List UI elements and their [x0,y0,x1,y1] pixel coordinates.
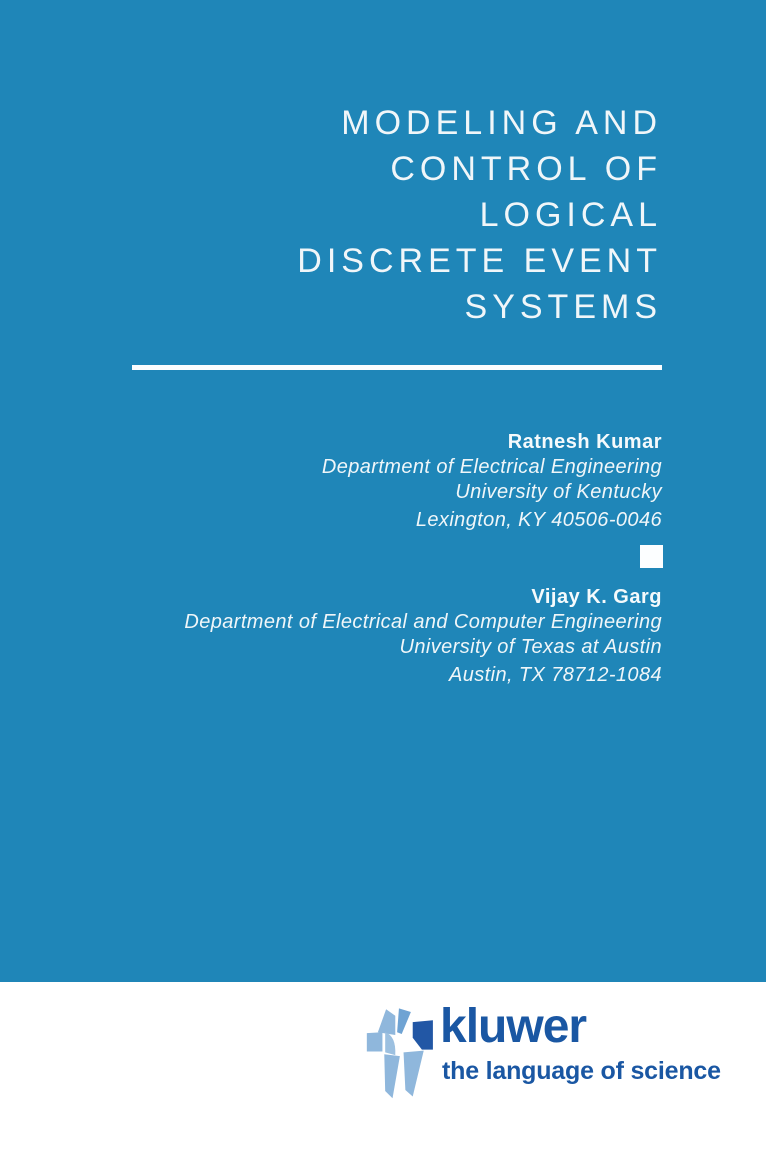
title-line: SYSTEMS [464,288,662,326]
authors-separator-square [640,545,663,568]
title-line: LOGICAL [479,196,662,234]
author-name: Vijay K. Garg [531,586,662,608]
author-location: Austin, TX 78712-1084 [449,664,662,686]
title-rule [132,365,662,370]
book-title [297,100,662,330]
publisher-tagline: the language of science [442,1057,721,1085]
author-affiliation-line: University of Texas at Austin [399,636,662,658]
publisher-logo [365,1000,721,1117]
title-line: DISCRETE EVENT [297,242,662,280]
author-affiliation-line: Department of Electrical and Computer Engineering [184,611,662,633]
author-affiliation-line: Department of Electrical Engineering [321,456,662,478]
kluwer-pinwheel-books-icon [365,1005,443,1109]
author-block-1 [322,430,662,533]
author-affiliation-line: University of Kentucky [455,481,662,503]
author-location: Lexington, KY 40506-0046 [415,509,662,531]
publisher-name: kluwer [440,1000,587,1053]
title-line: MODELING AND [341,104,662,142]
author-block-2 [184,585,662,688]
author-name: Ratnesh Kumar [507,431,662,453]
title-line: CONTROL OF [390,150,662,188]
